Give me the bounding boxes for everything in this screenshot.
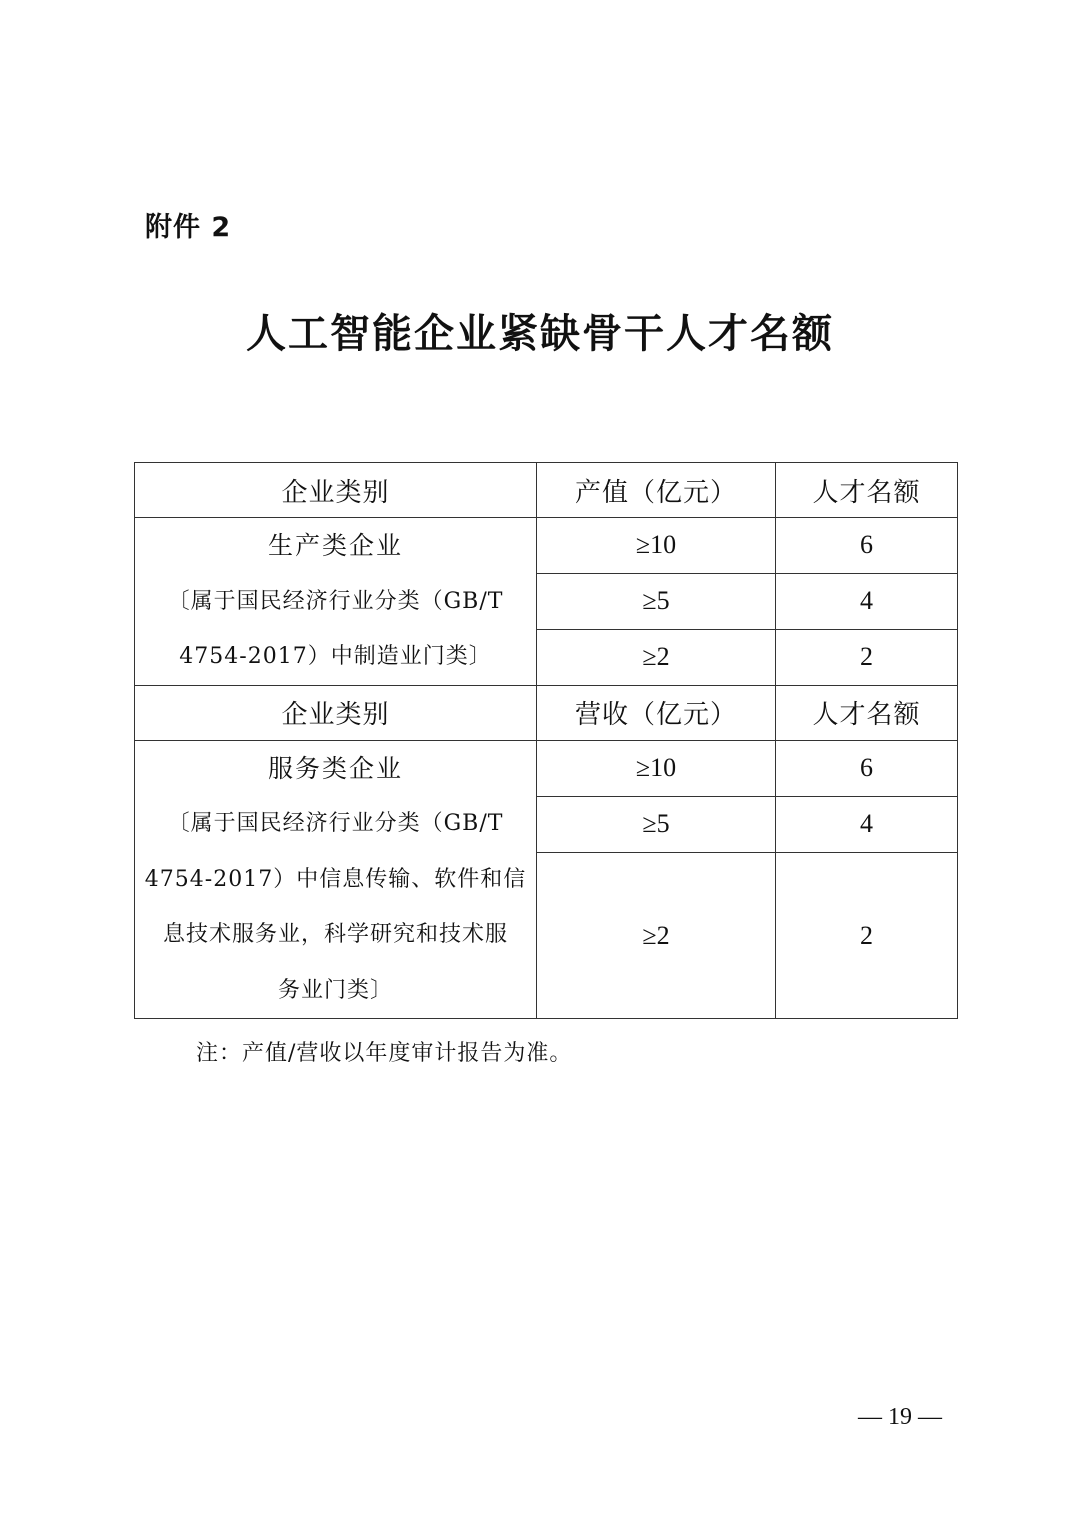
quota-cell: 6 xyxy=(776,518,958,574)
threshold-cell: ≥10 xyxy=(537,518,776,574)
category-desc: 息技术服务业，科学研究和技术服 xyxy=(162,922,508,947)
attachment-label: 附件 2 xyxy=(145,212,232,243)
quota-cell: 2 xyxy=(776,853,958,1019)
category-name: 生产类企业 xyxy=(267,531,403,560)
header-talent-quota: 人才名额 xyxy=(776,685,958,740)
table-note: 注：产值/营收以年度审计报告为准。 xyxy=(196,1041,573,1066)
header-output-value: 产值（亿元） xyxy=(537,463,776,518)
header-talent-quota: 人才名额 xyxy=(776,463,958,518)
threshold-cell: ≥2 xyxy=(537,853,776,1019)
category-desc: 务业门类〕 xyxy=(277,977,393,1003)
quota-cell: 6 xyxy=(776,740,958,796)
category-desc: 4754-2017）中制造业门类〕 xyxy=(179,644,492,669)
threshold-cell: ≥2 xyxy=(537,629,776,685)
table-header-row xyxy=(135,463,958,518)
category-desc: 〔属于国民经济行业分类（GB/T xyxy=(167,588,504,614)
quota-table xyxy=(134,462,958,1019)
quota-cell: 4 xyxy=(776,573,958,629)
table-row xyxy=(135,518,958,574)
category-name: 服务类企业 xyxy=(267,753,403,783)
threshold-cell: ≥10 xyxy=(537,740,776,796)
header-category: 企业类别 xyxy=(135,685,537,740)
header-revenue: 营收（亿元） xyxy=(537,685,776,740)
category-desc: 〔属于国民经济行业分类（GB/T xyxy=(167,811,504,836)
category-cell-service xyxy=(135,740,537,1019)
table-header-row xyxy=(135,685,958,740)
page-title: 人工智能企业紧缺骨干人才名额 xyxy=(246,311,834,357)
page-number: — 19 — xyxy=(858,1404,942,1430)
category-cell-production xyxy=(135,518,537,686)
quota-cell: 2 xyxy=(776,629,958,685)
category-desc: 4754-2017）中信息传输、软件和信 xyxy=(144,866,527,892)
table-row xyxy=(135,740,958,796)
threshold-cell: ≥5 xyxy=(537,573,776,629)
quota-cell: 4 xyxy=(776,796,958,852)
header-category: 企业类别 xyxy=(135,463,537,518)
threshold-cell: ≥5 xyxy=(537,796,776,852)
